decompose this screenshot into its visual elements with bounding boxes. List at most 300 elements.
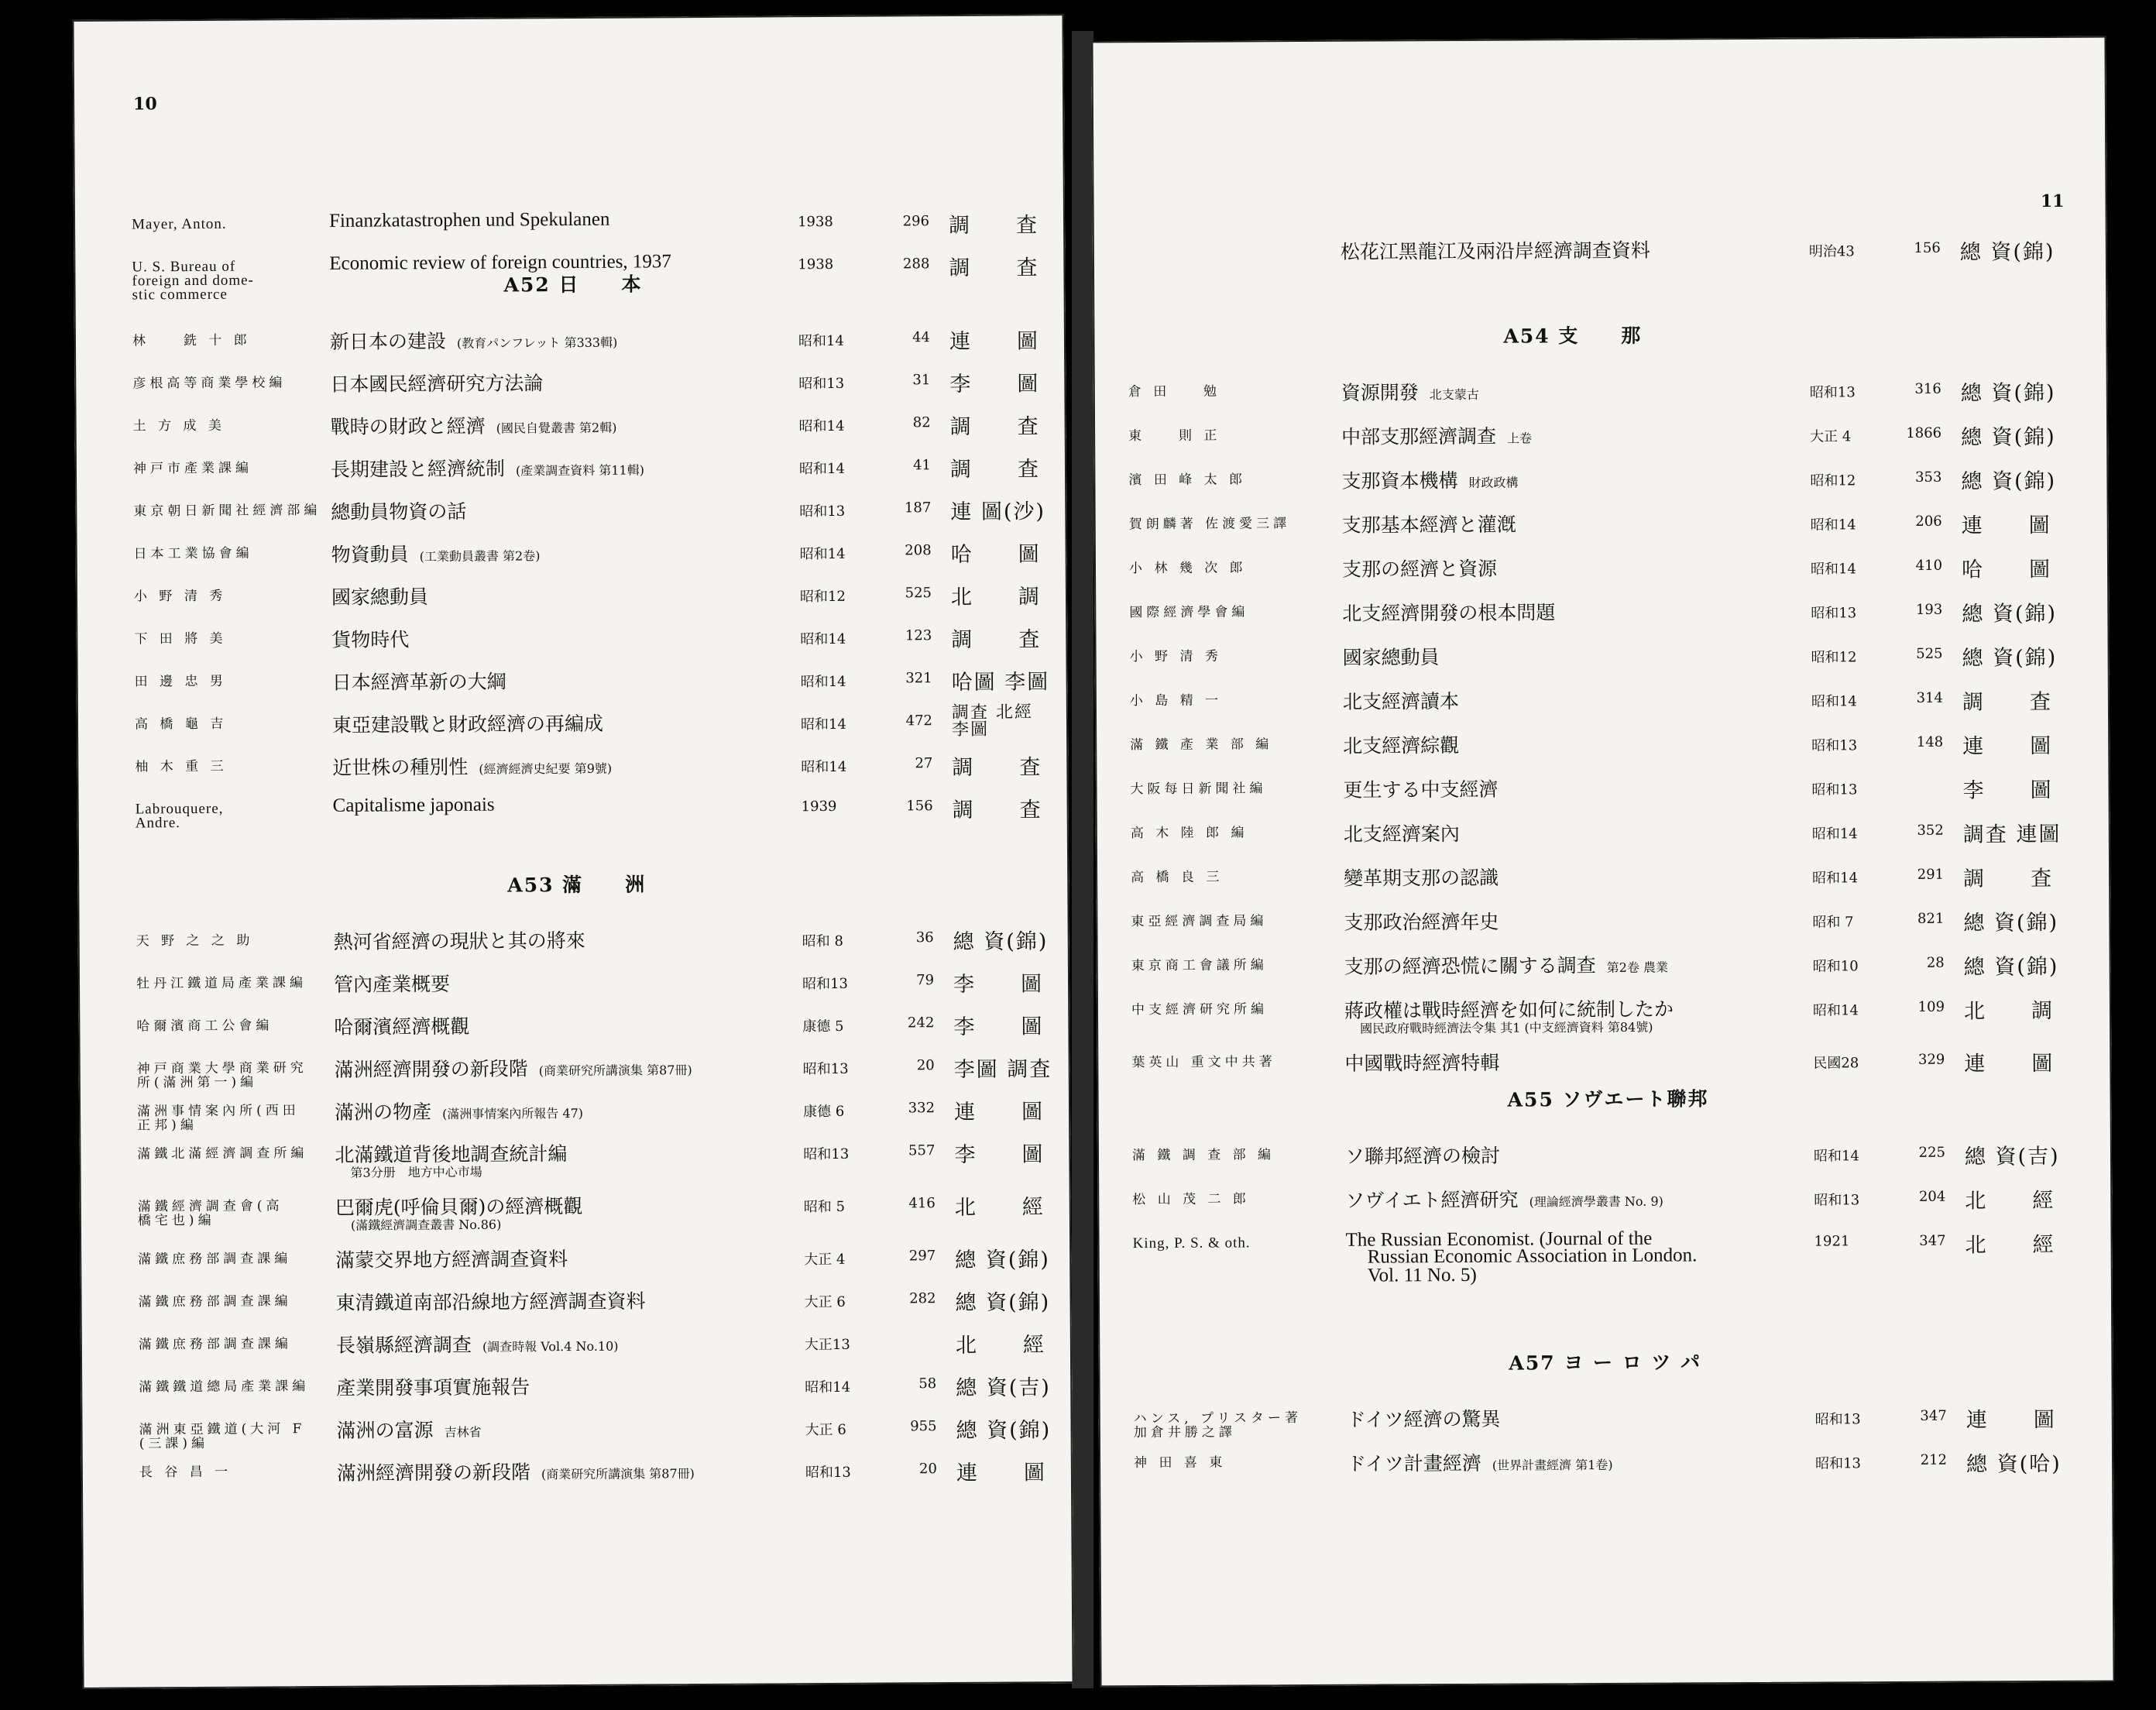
entry-title-text: 中部支那經濟調查 [1341,424,1497,448]
entry-location: 北 經 [955,1333,1045,1358]
entry-author: 賀朗麟著 佐渡愛三譯 [1128,516,1291,533]
entry-title-text: 國家總動員 [331,585,429,609]
entry-year: 昭和14 [801,758,847,776]
entry-location: 連 圖 [956,1461,1047,1485]
entry-title-text: 熱河省經濟の現狀と其の將來 [333,929,585,953]
entry-title [335,1052,692,1083]
entry-title-text: 管內產業概要 [333,972,451,996]
entry-location: 總 資(錦) [1962,645,2058,671]
entry-author: King, P. S. & oth. [1132,1234,1251,1252]
entry-location: 哈 圖 [1961,557,2052,582]
entry-location: 總 資(錦) [1959,239,2055,265]
entry-year: 民國28 [1813,1055,1859,1072]
entry-title-text: 北支經濟綜觀 [1343,733,1460,757]
list-item [76,541,1067,591]
entry-location: 李圖 調査 [953,1057,1052,1083]
entry-location: 哈圖 李圖 [951,670,1050,695]
entry-title-text: Finanzkatastrophen und Spekulanen [328,208,610,232]
entry-year: 康德 6 [802,1103,845,1121]
entry-year: 昭和14 [1812,870,1859,887]
entry-note: (商業研究所講演集 第87冊) [538,1063,692,1079]
list-item [1095,733,2110,782]
entry-title-text: Capitalisme japonais [332,794,495,816]
entry-title [1342,554,1497,582]
entry-location: 總 資(吉) [1964,1144,2060,1169]
entry-pages: 41 [912,457,932,474]
entry-author: 高 橋 良 三 [1131,869,1224,886]
entry-location: 北 經 [1965,1188,2055,1214]
entry-year: 昭和14 [800,673,846,691]
entry-author: 滿鐵庶務部調查課編 [138,1251,292,1268]
entry-location: 總 資(錦) [1963,910,2059,936]
entry-title [334,925,585,955]
entry-pages: 187 [904,500,932,517]
entry-year: 昭和14 [798,332,844,350]
list-item [76,627,1067,676]
entry-location: 調 査 [951,627,1042,653]
entry-location: 調 査 [1962,689,2053,715]
entry-title-text: 新日本の建設 [329,329,447,353]
entry-location: 李 圖 [953,1015,1044,1040]
entry-title-text: 近世株の種別性 [332,755,469,779]
entry-location: 總 資(錦) [955,1248,1050,1272]
entry-title-text: 滿洲の富源 [336,1419,434,1442]
entry-pages: 123 [905,627,932,644]
entry-author: 滿鐵經濟調查會(高 橋宅也)編 [137,1198,283,1229]
entry-title [331,496,466,525]
list-item [75,499,1066,548]
entry-pages: 242 [907,1015,935,1032]
entry-pages: 44 [911,329,931,346]
entry-pages: 316 [1914,380,1941,397]
entry-title [1344,819,1460,847]
entry-year: 大正13 [804,1336,850,1354]
entry-title-text: 蔣政權は戰時經濟を如何に統制したか [1344,998,1674,1022]
entry-author: 小 林 幾 次 郎 [1128,560,1247,577]
entry-location: 總 資(錦) [956,1418,1052,1443]
entry-year: 1921 [1814,1233,1850,1250]
entry-author: 東京朝日新聞社經濟部編 [133,502,321,520]
list-item [1095,778,2110,826]
entry-note: 北支蒙古 [1429,386,1479,403]
entry-author: 土 方 成 美 [132,417,225,434]
entry-title-text: 日本國民經濟研究方法論 [330,372,544,396]
entry-location: 調 査 [1963,866,2054,891]
list-item [1094,601,2109,650]
entry-pages: 314 [1916,689,1943,706]
entry-year: 大正 4 [804,1251,846,1269]
entry-year: 昭和13 [802,1060,849,1078]
entry-title [1342,597,1555,626]
entry-note: (教育パンフレット 第333輯) [456,335,618,351]
entry-title [1345,1184,1663,1214]
entry-pages: 206 [1915,513,1942,530]
entry-title [1343,730,1459,759]
entry-title-text: Economic review of foreign countries, 1937 [329,251,671,274]
entry-title [1343,686,1459,715]
list-item [77,794,1069,846]
list-item [1093,469,2108,517]
entry-title-text: 支那の經濟と資源 [1341,557,1498,581]
entry-title [1341,465,1518,494]
entry-title-text: 總動員物資の話 [331,500,467,524]
entry-title-text: ソヴイエト經濟研究 [1345,1188,1519,1212]
entry-author: U. S. Bureau of foreign and dome- stic commerce [132,258,254,304]
entry-author: 滿鐵庶務部調查課編 [138,1336,292,1353]
entry-title [1341,235,1650,265]
entry-year: 昭和13 [1811,781,1858,798]
entry-year: 昭和13 [1814,1192,1860,1209]
entry-year: 1938 [797,213,833,231]
entry-year: 昭和 7 [1812,914,1854,931]
entry-pages: 347 [1919,1232,1946,1249]
entry-location: 連 圖 [1964,1051,2055,1076]
entry-title-text: 長嶺縣經濟調查 [335,1333,472,1357]
entry-title-text: 巴爾虎(呼倫貝爾)の經濟概觀 [335,1194,583,1219]
entry-title [331,582,428,610]
entry-year: 明治43 [1808,243,1855,260]
entry-pages: 208 [905,542,932,559]
entry-note: 第2卷 農業 [1606,960,1669,975]
list-item [78,929,1069,978]
list-item [1093,380,2108,429]
entry-pages: 28 [1926,954,1945,971]
list-item [1095,689,2110,738]
entry-title-text: 東清鐵道南部沿線地方經濟調查資料 [335,1289,646,1314]
entry-title [335,1244,568,1273]
entry-title [337,1456,695,1486]
entry-location: 調 査 [952,755,1042,781]
entry-year: 昭和13 [1815,1455,1862,1472]
entry-location: 總 資(哈) [1966,1451,2062,1477]
entry-title [329,209,610,232]
entry-title-text: 資源開發 [1341,381,1419,404]
entry-author: 天 野 之 之 助 [136,932,254,949]
entry-title [331,538,541,568]
entry-author: 神 田 喜 東 [1134,1454,1227,1471]
entry-location: 總 資(錦) [1962,601,2058,627]
list-item [1093,424,2108,473]
list-item [1093,239,2107,288]
section-heading: A55 ソヴエート聯邦 [1507,1087,1709,1111]
entry-title [334,1011,469,1040]
entry-pages: 225 [1918,1144,1946,1161]
right-page [1091,36,2114,1688]
entry-title [1343,642,1440,671]
entry-pages: 288 [902,256,930,273]
entry-pages: 296 [902,213,930,230]
entry-title-text: 物資動員 [331,543,409,566]
entry-year: 昭和13 [802,975,849,993]
entry-location: 調査 北經 李圖 [951,702,1033,740]
list-item [1096,866,2110,915]
entry-note: 上卷 [1507,431,1533,446]
entry-title [331,624,409,653]
entry-author: 東京商工會議所編 [1131,957,1268,974]
entry-note: (產業調查資料 第11輯) [515,462,645,479]
entry-author: Mayer, Anton. [131,215,227,233]
entry-location: 調 査 [949,256,1039,281]
entry-author: 倉 田 勉 [1128,383,1221,400]
entry-subtitle: (滿鐵經濟調查叢書 No.86) [350,1217,502,1233]
entry-location: 調 査 [949,457,1041,482]
list-item [75,456,1066,506]
list-item [81,1375,1072,1424]
entry-author: Labrouquere, Andre. [135,800,224,832]
entry-title-text: 日本經濟革新の大綱 [331,670,506,694]
entry-author: 滿洲事情案內所(西田 正邦)編 [136,1103,300,1134]
entry-year: 昭和14 [800,716,846,733]
entry-pages: 352 [1917,822,1944,839]
entry-author: 小 島 精 一 [1129,692,1223,709]
entry-title [1344,863,1499,891]
entry-title-text: 滿洲經濟開發の新段階 [334,1057,528,1081]
entry-title-text: 松花江黑龍江及兩沿岸經濟調查資料 [1340,239,1650,263]
list-item [74,328,1066,378]
entry-year: 昭和14 [798,460,845,478]
list-item [78,971,1069,1021]
entry-title [330,368,543,397]
entry-location: 總 資(錦) [955,1290,1051,1315]
entry-author: 滿 鐵 產 業 部 編 [1130,737,1273,754]
entry-pages: 204 [1918,1188,1946,1205]
entry-note: (理論經濟學叢書 No. 9) [1529,1193,1663,1210]
entry-year: 大正 6 [805,1421,846,1439]
entry-title-text: 貨物時代 [331,628,410,651]
entry-title-text: 北支經濟開發の根本問題 [1342,601,1556,625]
list-item [1099,1451,2113,1500]
entry-title [1345,1141,1500,1169]
entry-author: 葉英山 重文中共著 [1131,1054,1276,1071]
entry-title [331,410,617,440]
entry-year: 1939 [801,798,837,816]
entry-title [334,969,450,998]
entry-pages: 525 [905,585,932,602]
entry-author: 松 山 茂 二 郎 [1132,1191,1250,1208]
entry-pages: 821 [1917,910,1945,927]
entry-title-text: The Russian Economist. (Journal of the [1345,1228,1653,1251]
list-item [76,584,1067,634]
entry-year: 昭和14 [1811,693,1857,710]
entry-title [1344,907,1499,936]
entry-year: 昭和14 [1813,1148,1859,1165]
entry-year: 昭和10 [1812,958,1859,975]
entry-year: 昭和13 [1811,737,1858,754]
entry-author: 彦根高等商業學校編 [132,375,287,392]
book-gutter [1072,31,1093,1688]
entry-year: 昭和14 [1810,561,1856,578]
entry-author: ハンス, プリスター著 加倉井勝之譯 [1133,1410,1303,1441]
entry-year: 昭和13 [805,1464,851,1482]
entry-title [335,1286,645,1315]
entry-location: 總 資(錦) [953,929,1049,955]
entry-pages: 1866 [1906,424,1942,441]
entry-pages: 156 [906,798,933,815]
entry-location: 總 資(錦) [1961,469,2057,494]
entry-pages: 82 [912,414,931,431]
entry-title [336,1329,619,1358]
entry-title-text: 更生する中支經濟 [1343,778,1499,802]
entry-title-text: 戰時の財政と經濟 [330,414,486,438]
entry-title [1347,1447,1613,1477]
entry-year: 昭和12 [1811,649,1857,666]
entry-author: 田 邊 忠 男 [134,673,227,690]
entry-location: 總 資(吉) [956,1375,1051,1400]
entry-title-text: 滿洲經濟開發の新段階 [336,1461,530,1485]
entry-title-text: 北滿鐵道背後地調查統計編 [335,1142,568,1166]
entry-note: 吉林省 [444,1424,482,1440]
list-item [1094,513,2109,561]
entry-note: 財政政構 [1468,475,1519,490]
entry-title-text: 北支經濟讀本 [1342,689,1460,713]
entry-pages: 20 [916,1057,935,1074]
entry-year: 昭和14 [800,630,846,648]
list-item [1096,822,2110,870]
list-item [1098,1228,2113,1286]
entry-pages: 955 [910,1418,937,1435]
entry-pages: 472 [905,712,933,730]
entry-title [332,751,612,781]
entry-title [331,452,644,482]
entry-location: 北 經 [1965,1232,2055,1258]
entry-pages: 148 [1916,733,1944,750]
entry-location: 總 資(錦) [1960,380,2056,406]
entry-year: 昭和13 [799,503,846,520]
entry-title [332,667,506,695]
entry-pages: 525 [1916,645,1943,662]
entry-year: 昭和14 [799,545,846,563]
list-item [81,1332,1072,1382]
entry-subtitle: Russian Economic Association in London. Vol. 11 No. 5) [1367,1245,1698,1286]
entry-year: 昭和13 [798,375,845,393]
entry-pages: 329 [1917,1051,1945,1068]
list-item [1095,645,2110,694]
section-heading: A53 滿 洲 [507,873,647,897]
entry-author: 中支經濟研究所編 [1131,1001,1269,1018]
entry-pages: 332 [908,1100,936,1117]
entry-location: 調 査 [949,414,1040,440]
entry-title [1341,421,1532,449]
entry-subtitle: 國民政府戰時經濟法令集 其1 (中支經濟資料 第84號) [1360,1019,1653,1036]
entry-title-text: 支那政治經濟年史 [1344,910,1499,934]
entry-location: 北 調 [950,585,1042,610]
entry-pages: 557 [908,1142,936,1159]
entry-title [1341,377,1479,406]
entry-author: 滿洲東亞鐵道(大河 F (三課)編 [139,1421,306,1452]
entry-year: 昭和 8 [802,932,843,950]
entry-author: 高 橋 龜 吉 [134,716,228,733]
entry-location: 調査 連圖 [1962,822,2062,847]
entry-location: 李 圖 [1962,778,2053,803]
list-item [79,1099,1070,1149]
entry-pages: 31 [912,372,931,389]
entry-title-text: 國家總動員 [1342,646,1440,669]
entry-author: 濱 田 峰 太 郎 [1128,472,1247,489]
entry-year: 昭和14 [798,417,845,435]
entry-pages: 410 [1915,557,1943,574]
entry-title [332,709,603,738]
entry-author: 東亞經濟調查局編 [1131,913,1268,930]
entry-author: 國際經濟學會編 [1129,604,1249,621]
entry-year: 昭和14 [1811,826,1858,843]
entry-year: 康德 5 [802,1018,844,1035]
entry-title-text: 支那基本經濟と灌漑 [1341,513,1516,537]
section-heading: A54 支 那 [1503,324,1643,348]
section-heading: A52 日 本 [503,273,643,297]
entry-author: 小 野 清 秀 [133,588,227,605]
entry-title-text: 東亞建設戰と財政經濟の再編成 [331,712,604,737]
page-number: 11 [2040,191,2065,212]
entry-year: 昭和12 [1810,472,1856,489]
entry-pages: 36 [915,929,934,946]
entry-author: 大阪每日新聞社編 [1130,781,1267,798]
entry-location: 調 査 [952,798,1042,823]
entry-year: 1938 [798,256,834,273]
entry-author: 高 木 陸 郎 編 [1130,825,1248,842]
entry-location: 連 圖 [1961,513,2051,538]
page-number: 10 [133,94,157,115]
entry-location: 李 圖 [949,372,1040,397]
entry-pages: 156 [1914,239,1941,256]
entry-year: 昭和13 [1811,605,1857,622]
entry-pages: 291 [1917,866,1945,883]
entry-year: 昭和14 [1812,1002,1859,1019]
entry-title-text: 變革期支那の認識 [1344,866,1499,890]
entry-title [1342,510,1516,538]
entry-title-text: 中國戰時經濟特輯 [1344,1051,1500,1075]
entry-title-text: 北支經濟案內 [1343,822,1460,846]
list-item [79,1142,1070,1191]
entry-location: 總 資(錦) [1963,954,2059,980]
entry-year: 昭和 5 [803,1198,846,1216]
entry-location: 總 資(錦) [1961,424,2056,450]
entry-title [1343,774,1498,803]
entry-note: (經濟經濟史紀要 第9號) [479,761,613,777]
entry-author: 下 田 將 美 [134,630,227,647]
entry-pages: 58 [918,1375,937,1392]
list-item [1094,557,2109,606]
entry-author: 哈爾濱商工公會編 [136,1018,273,1035]
entry-title-text: 滿蒙交界地方經濟調查資料 [335,1248,568,1272]
entry-author: 林 銑 十 郎 [132,332,251,349]
entry-note: (世界計畫經濟 第1卷) [1492,1457,1613,1473]
entry-author: 日本工業協會編 [133,545,253,562]
entry-title-text: 支那の經濟恐慌に關する調查 [1344,954,1596,978]
entry-location: 李 圖 [954,1142,1045,1167]
entry-location: 連 圖 [953,1100,1045,1125]
entry-pages: 79 [916,972,935,989]
entry-year: 昭和13 [803,1145,850,1163]
entry-note: (滿洲事情案內所報告 47) [442,1105,584,1122]
entry-location: 連 圖 [1962,733,2053,759]
entry-author: 柚 木 重 三 [135,758,228,775]
entry-location: 連 圖 [1965,1407,2056,1433]
entry-author: 小 野 清 秀 [1129,648,1222,665]
entry-title-text: 滿洲の物產 [334,1101,432,1124]
entry-title [333,795,495,817]
entry-title [330,325,618,355]
entry-year: 昭和13 [1814,1411,1861,1428]
entry-pages: 347 [1920,1407,1947,1424]
entry-pages: 212 [1920,1451,1948,1468]
entry-year: 昭和14 [805,1379,851,1396]
entry-location: 連 圖 [949,329,1040,355]
entry-title-text: 長期建設と經濟統制 [330,457,506,481]
list-item [80,1194,1071,1244]
entry-year: 昭和14 [1810,517,1856,534]
entry-title-text: ドイツ經濟の驚異 [1346,1407,1501,1431]
list-item [81,1460,1073,1509]
